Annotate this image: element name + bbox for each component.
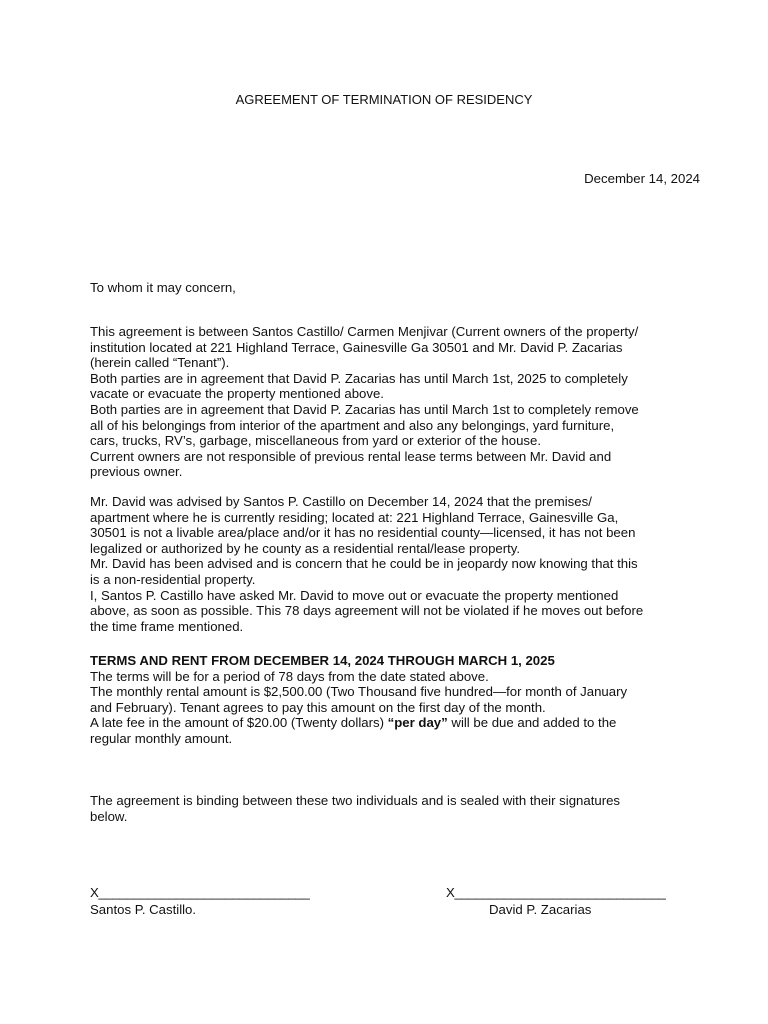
paragraph-line: Both parties are in agreement that David P. Zacarias has until March 1st, 2025 to completely: [90, 370, 628, 386]
paragraph-line: is a non-residential property.: [90, 571, 256, 587]
binding-paragraph: [90, 793, 690, 824]
document-date: December 14, 2024: [584, 171, 700, 186]
paragraph-line: above, as soon as possible. This 78 days agreement will not be violated if he moves out before: [90, 603, 644, 619]
paragraph-line: This agreement is between Santos Castillo/ Carmen Menjivar (Current owners of the property/: [90, 324, 639, 339]
terms-section: [90, 653, 690, 747]
paragraph-line: Both parties are in agreement that David P. Zacarias has until March 1st to completely remove: [90, 401, 639, 417]
terms-line: regular monthly amount.: [90, 730, 233, 746]
paragraph-line: institution located at 221 Highland Terrace, Gainesville Ga 30501 and Mr. David P. Zacarias: [90, 339, 623, 355]
signature-line-left: X______________________________: [90, 885, 310, 900]
paragraph-line: all of his belongings from interior of the apartment and also any belongings, yard furniture,: [90, 417, 615, 433]
paragraph-line: apartment where he is currently residing; located at: 221 Highland Terrace, Gainesville Ga,: [90, 509, 619, 525]
late-fee-line: [90, 715, 690, 731]
signature-name-left: Santos P. Castillo.: [90, 902, 197, 917]
late-fee-emphasis: “per day”: [387, 715, 448, 731]
paragraph-line: (herein called “Tenant”).: [90, 355, 230, 371]
terms-line: The monthly rental amount is $2,500.00 (Two Thousand five hundred—for month of January: [90, 684, 628, 700]
terms-line: The terms will be for a period of 78 days from the date stated above.: [90, 668, 489, 684]
terms-heading: TERMS AND RENT FROM DECEMBER 14, 2024 THROUGH MARCH 1, 2025: [90, 653, 555, 668]
paragraph-line: Mr. David has been advised and is concern that he could be in jeopardy now knowing that this: [90, 556, 638, 572]
paragraph-line: vacate or evacuate the property mentioned above.: [90, 386, 384, 402]
terms-line: and February). Tenant agrees to pay this amount on the first day of the month.: [90, 699, 546, 715]
agreement-paragraph-parties: [90, 324, 690, 480]
late-fee-text: A late fee in the amount of $20.00 (Twenty dollars): [90, 715, 388, 731]
signature-name-right: David P. Zacarias: [489, 902, 592, 917]
paragraph-line: The agreement is binding between these two individuals and is sealed with their signatures: [90, 793, 621, 808]
late-fee-text-end: will be due and added to the: [447, 715, 617, 731]
salutation: To whom it may concern,: [90, 280, 236, 295]
paragraph-line: previous owner.: [90, 464, 183, 480]
paragraph-line: the time frame mentioned.: [90, 618, 244, 634]
signature-line-right: X______________________________: [446, 885, 666, 900]
paragraph-line: cars, trucks, RV’s, garbage, miscellaneous from yard or exterior of the house.: [90, 433, 542, 449]
agreement-paragraph-advisory: [90, 494, 690, 634]
paragraph-line: below.: [90, 808, 128, 824]
paragraph-line: legalized or authorized by he county as a residential rental/lease property.: [90, 540, 521, 556]
paragraph-line: Current owners are not responsible of previous rental lease terms between Mr. David and: [90, 448, 612, 464]
paragraph-line: 30501 is not a livable area/place and/or it has no residential county—licensed, it has not been: [90, 525, 636, 541]
document-title: AGREEMENT OF TERMINATION OF RESIDENCY: [235, 92, 533, 107]
paragraph-line: I, Santos P. Castillo have asked Mr. David to move out or evacuate the property mentioned: [90, 587, 619, 603]
paragraph-line: Mr. David was advised by Santos P. Castillo on December 14, 2024 that the premises/: [90, 494, 592, 509]
